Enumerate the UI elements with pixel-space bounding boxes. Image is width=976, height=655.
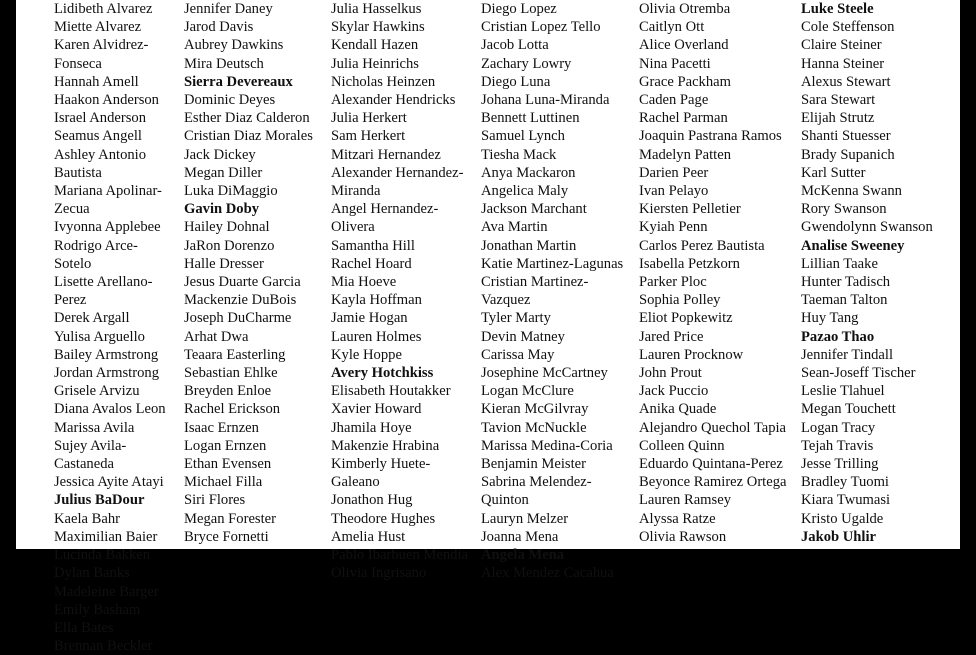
list-item: Bailey Armstrong xyxy=(54,346,159,363)
list-item: Cole Steffenson xyxy=(801,19,895,36)
list-item: Hunter Tadisch xyxy=(801,274,891,291)
list-item: Tiesha Mack xyxy=(481,146,557,163)
list-item: Gwendolynn Swanson xyxy=(801,219,933,236)
list-item: Alejandro Quechol Tapia xyxy=(639,419,787,436)
list-item: Yulisa Arguello xyxy=(54,328,145,345)
list-item: Kimberly Huete-Galeano xyxy=(331,456,431,491)
list-item: Maximilian Baier xyxy=(54,528,158,545)
list-item: Sabrina Melendez-Quinton xyxy=(481,474,592,509)
list-item: Logan Tracy xyxy=(801,419,876,436)
list-item: Cristian Lopez Tello xyxy=(481,19,601,36)
list-item: Bryce Fornetti xyxy=(184,528,269,545)
list-item: Lisette Arellano-Perez xyxy=(54,274,153,309)
list-item: Jennifer Daney xyxy=(184,1,273,17)
list-item: Kyiah Penn xyxy=(639,219,708,236)
list-item: Alexander Hernandez-Miranda xyxy=(331,164,464,200)
list-item: Pazao Thao xyxy=(801,328,875,345)
list-item: Kayla Hoffman xyxy=(331,292,422,309)
list-item: Sophia Polley xyxy=(639,292,721,309)
list-item: Logan Ernzen xyxy=(184,437,267,454)
list-item: Julius BaDour xyxy=(54,492,145,509)
list-item: Grace Packham xyxy=(639,73,731,90)
list-item: Israel Anderson xyxy=(54,110,146,127)
list-item: Megan Forester xyxy=(184,510,276,527)
list-item: Sean-Joseff Tischer xyxy=(801,365,916,382)
list-item: Skylar Hawkins xyxy=(331,19,425,36)
list-item: Rory Swanson xyxy=(801,201,887,218)
list-item: Dominic Deyes xyxy=(184,92,276,109)
list-item: Mariana Apolinar-Zecua xyxy=(54,183,162,218)
list-item: Avery Hotchkiss xyxy=(331,365,434,382)
list-item: Megan Touchett xyxy=(801,401,896,418)
list-item: Jesus Duarte Garcia xyxy=(184,274,301,291)
list-item: Karl Sutter xyxy=(801,164,866,181)
list-item: Carissa May xyxy=(481,346,555,363)
list-item: Lucinda Bakken xyxy=(54,547,151,564)
list-item: Darien Peer xyxy=(639,164,709,181)
list-item: Angelica Maly xyxy=(481,183,569,200)
list-item: Rachel Parman xyxy=(639,110,728,127)
list-item: Tavion McNuckle xyxy=(481,419,587,436)
list-item: Tyler Marty xyxy=(481,310,551,327)
list-item: Olivia Otremba xyxy=(639,1,731,17)
column-2 xyxy=(176,0,323,546)
list-item: Johana Luna-Miranda xyxy=(481,92,610,109)
list-item: Ethan Evensen xyxy=(184,456,272,473)
list-item: Jordan Armstrong xyxy=(54,365,159,382)
list-item: Lauren Ramsey xyxy=(639,492,731,509)
list-item: Angela Mena xyxy=(481,547,565,564)
list-item: Angel Hernandez-Olivera xyxy=(331,201,439,236)
list-item: Diego Lopez xyxy=(481,1,557,17)
list-item: Hanna Steiner xyxy=(801,55,885,72)
list-item: Nicholas Heinzen xyxy=(331,73,436,90)
list-item: Carlos Perez Bautista xyxy=(639,237,765,254)
list-item: Diego Luna xyxy=(481,73,551,90)
list-item: Sam Herkert xyxy=(331,128,406,145)
column-1 xyxy=(16,0,176,655)
list-item: Kieran McGilvray xyxy=(481,401,589,418)
list-item: Pablo Ibarbuen Mendia xyxy=(331,547,468,564)
list-item: Lauryn Melzer xyxy=(481,510,569,527)
list-item: Ella Bates xyxy=(54,619,114,636)
list-item: Cristian Diaz Morales xyxy=(184,128,313,145)
list-item: Claire Steiner xyxy=(801,37,882,54)
list-item: Jack Dickey xyxy=(184,146,256,163)
list-item: Halle Dresser xyxy=(184,255,264,272)
list-item: Karen Alvidrez-Fonseca xyxy=(54,37,149,72)
list-item: Zachary Lowry xyxy=(481,55,572,72)
list-item: Olivia Ingrisano xyxy=(331,565,427,582)
list-item: Analise Sweeney xyxy=(801,237,905,254)
list-item: Rachel Hoard xyxy=(331,255,412,272)
list-item: Isabella Petzkorn xyxy=(639,255,740,272)
list-item: Makenzie Hrabina xyxy=(331,437,440,454)
list-item: Alex Mendez Cacahua xyxy=(481,565,614,582)
list-item: Tejah Travis xyxy=(801,437,874,454)
list-item: Taeman Talton xyxy=(801,292,888,309)
list-item: Haakon Anderson xyxy=(54,92,159,109)
list-item: Marissa Medina-Coria xyxy=(481,437,613,454)
list-item: Alice Overland xyxy=(639,37,729,54)
list-item: Siri Flores xyxy=(184,492,246,509)
list-item: Olivia Rawson xyxy=(639,528,727,545)
list-item: Bennett Luttinen xyxy=(481,110,580,127)
list-item: Lauren Procknow xyxy=(639,346,744,363)
list-item: Mackenzie DuBois xyxy=(184,292,297,309)
list-item: Jamie Hogan xyxy=(331,310,408,327)
list-item: Marissa Avila xyxy=(54,419,135,436)
list-item: Jared Price xyxy=(639,328,704,345)
list-item: McKenna Swann xyxy=(801,183,902,200)
list-item: Alexus Stewart xyxy=(801,73,891,90)
list-item: Dylan Banks xyxy=(54,565,130,582)
list-item: Samuel Lynch xyxy=(481,128,565,145)
list-item: Beyonce Ramirez Ortega xyxy=(639,474,787,491)
list-item: Nina Pacetti xyxy=(639,55,711,72)
list-item: Mitzari Hernandez xyxy=(331,146,441,163)
list-item: Aubrey Dawkins xyxy=(184,37,284,54)
list-item: Diana Avalos Leon xyxy=(54,401,166,418)
list-item: Ashley Antonio Bautista xyxy=(54,146,147,181)
list-item: Rachel Erickson xyxy=(184,401,281,418)
list-item: Bradley Tuomi xyxy=(801,474,889,491)
list-item: Lauren Holmes xyxy=(331,328,422,345)
list-item: Esther Diaz Calderon xyxy=(184,110,310,127)
column-5 xyxy=(631,0,793,546)
list-item: Jackson Marchant xyxy=(481,201,587,218)
list-item: Jacob Lotta xyxy=(481,37,549,54)
list-item: Katie Martinez-Lagunas xyxy=(481,255,624,272)
list-item: Luka DiMaggio xyxy=(184,183,278,200)
list-item: Kaela Bahr xyxy=(54,510,121,527)
list-item: Ava Martin xyxy=(481,219,548,236)
list-item: Sebastian Ehlke xyxy=(184,365,278,382)
list-item: Gavin Doby xyxy=(184,201,260,218)
list-item: Ivan Pelayo xyxy=(639,183,709,200)
list-item: Joaquin Pastrana Ramos xyxy=(639,128,782,145)
list-item: Elisabeth Houtakker xyxy=(331,383,451,400)
list-item: Jonathan Martin xyxy=(481,237,577,254)
list-item: Joanna Mena xyxy=(481,528,559,545)
list-item: Lidibeth Alvarez xyxy=(54,1,153,17)
list-item: Hailey Dohnal xyxy=(184,219,270,236)
list-item: Teaara Easterling xyxy=(184,346,286,363)
list-item: Seamus Angell xyxy=(54,128,142,145)
list-item: Kiersten Pelletier xyxy=(639,201,741,218)
list-item: Madelyn Patten xyxy=(639,146,732,163)
list-item: Xavier Howard xyxy=(331,401,422,418)
list-item: Parker Ploc xyxy=(639,274,707,291)
list-item: Sujey Avila-Castaneda xyxy=(54,437,127,473)
list-item: Miette Alvarez xyxy=(54,19,142,36)
list-item: Jesse Trilling xyxy=(801,456,879,473)
list-item: Brady Supanich xyxy=(801,146,895,163)
list-item: Theodore Hughes xyxy=(331,510,436,527)
list-item: Alyssa Ratze xyxy=(639,510,716,527)
list-item: Shanti Stuesser xyxy=(801,128,891,145)
column-4 xyxy=(473,0,631,583)
list-item: Arhat Dwa xyxy=(184,328,249,345)
list-item: Ivyonna Applebee xyxy=(54,219,161,236)
list-item: Cristian Martinez-Vazquez xyxy=(481,274,589,309)
list-item: Jessica Ayite Atayi xyxy=(54,474,164,491)
list-item: Megan Diller xyxy=(184,164,263,181)
list-item: Madeleine Barger xyxy=(54,583,159,600)
list-item: Julia Hasselkus xyxy=(331,1,422,17)
list-item: Benjamin Meister xyxy=(481,456,586,473)
list-item: Colleen Quinn xyxy=(639,437,725,454)
list-item: Jarod Davis xyxy=(184,19,254,36)
list-item: Kristo Ugalde xyxy=(801,510,884,527)
list-item: Kyle Hoppe xyxy=(331,346,402,363)
list-item: Mia Hoeve xyxy=(331,274,397,291)
list-item: Jennifer Tindall xyxy=(801,346,894,363)
list-item: Julia Heinrichs xyxy=(331,55,419,72)
list-item: John Prout xyxy=(639,365,702,382)
list-item: Lillian Taake xyxy=(801,255,878,272)
list-item: Jack Puccio xyxy=(639,383,709,400)
list-item: Kendall Hazen xyxy=(331,37,419,54)
list-item: Isaac Ernzen xyxy=(184,419,259,436)
list-item: Emily Basham xyxy=(54,601,141,618)
list-item: Josephine McCartney xyxy=(481,365,608,382)
list-item: Jonathon Hug xyxy=(331,492,413,509)
list-item: Logan McClure xyxy=(481,383,574,400)
list-item: Elijah Strutz xyxy=(801,110,875,127)
list-item: Anika Quade xyxy=(639,401,717,418)
list-item: Grisele Arvizu xyxy=(54,383,140,400)
list-item: Amelia Hust xyxy=(331,528,406,545)
list-item: Julia Herkert xyxy=(331,110,407,127)
list-item: Jhamila Hoye xyxy=(331,419,412,436)
list-item: Breyden Enloe xyxy=(184,383,272,400)
document-page xyxy=(16,0,960,655)
list-item: Derek Argall xyxy=(54,310,130,327)
list-item: Anya Mackaron xyxy=(481,164,576,181)
list-item: Caitlyn Ott xyxy=(639,19,705,36)
column-6 xyxy=(793,0,960,546)
list-item: Joseph DuCharme xyxy=(184,310,292,327)
list-item: Brennan Beckler xyxy=(54,638,153,655)
list-item: Rodrigo Arce-Sotelo xyxy=(54,237,138,272)
list-item: Leslie Tlahuel xyxy=(801,383,885,400)
list-item: Eduardo Quintana-Perez xyxy=(639,456,783,473)
list-item: Caden Page xyxy=(639,92,709,109)
list-item: Sierra Devereaux xyxy=(184,73,293,90)
list-item: Sara Stewart xyxy=(801,92,876,109)
list-item: Huy Tang xyxy=(801,310,859,327)
column-3 xyxy=(323,0,473,583)
list-item: Hannah Amell xyxy=(54,73,139,90)
list-item: Mira Deutsch xyxy=(184,55,264,72)
list-item: Eliot Popkewitz xyxy=(639,310,733,327)
list-item: Jakob Uhlir xyxy=(801,528,877,545)
list-item: Michael Filla xyxy=(184,474,263,491)
list-item: Alexander Hendricks xyxy=(331,92,456,109)
name-list-columns xyxy=(16,0,960,655)
list-item: JaRon Dorenzo xyxy=(184,237,275,254)
list-item: Devin Matney xyxy=(481,328,565,345)
list-item: Luke Steele xyxy=(801,1,874,17)
list-item: Kiara Twumasi xyxy=(801,492,891,509)
list-item: Samantha Hill xyxy=(331,237,415,254)
